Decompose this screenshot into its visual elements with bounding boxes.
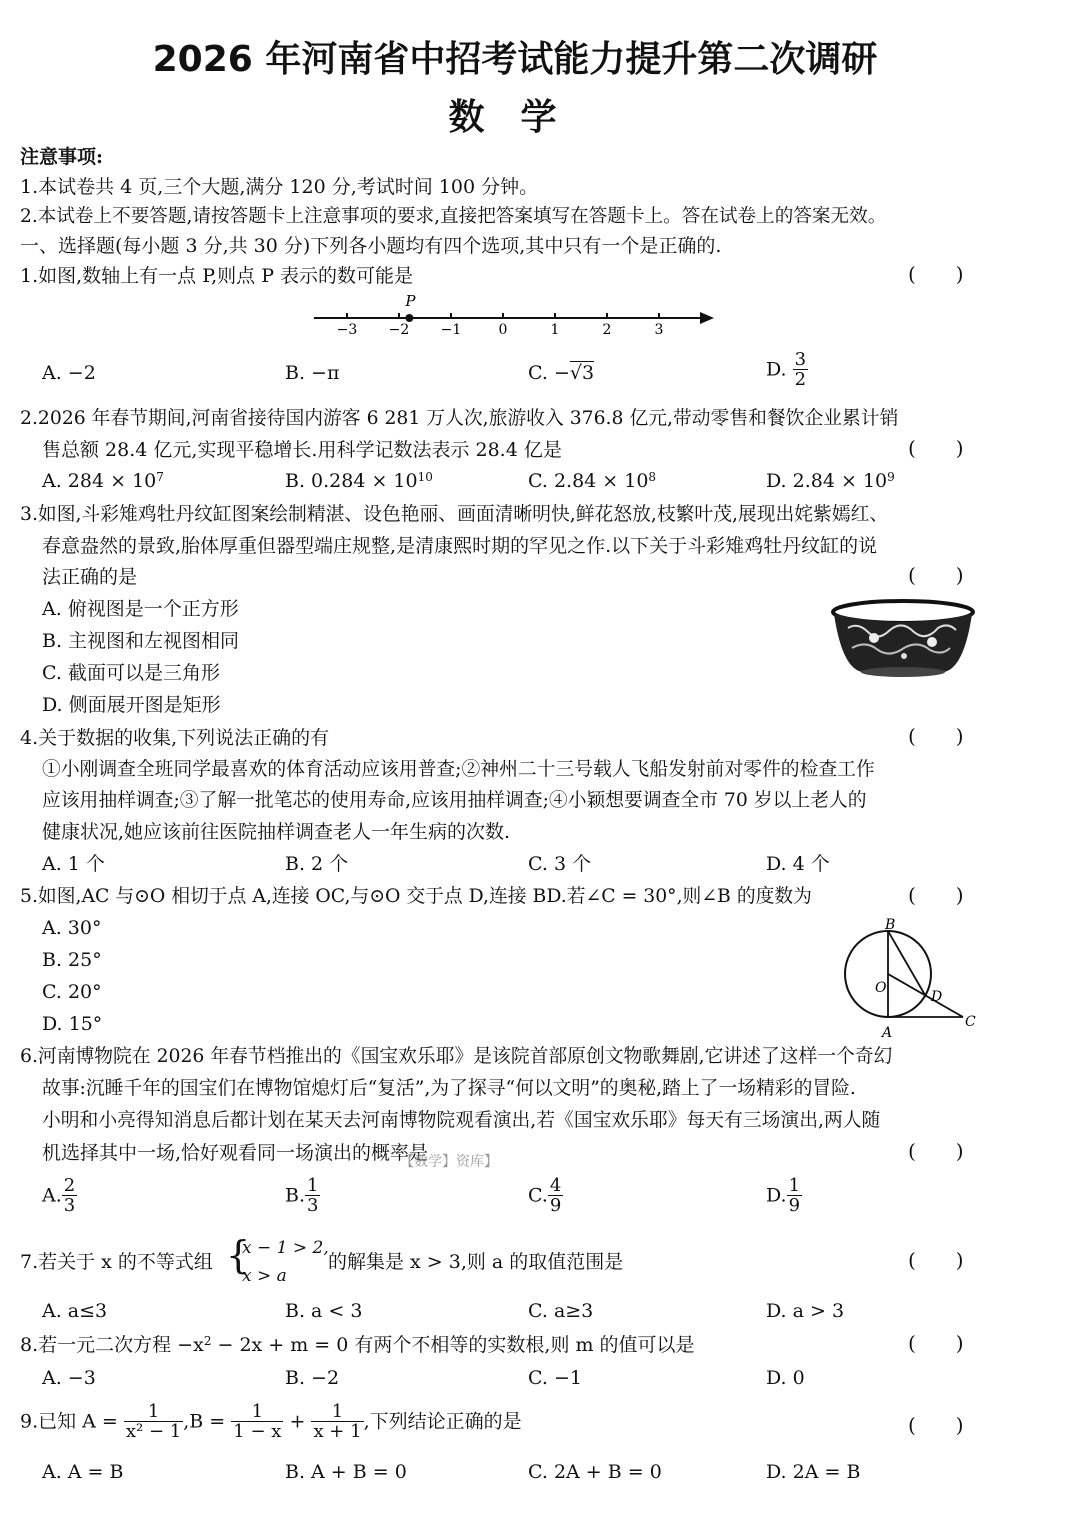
q3-line-1: 3.如图,斗彩雉鸡牡丹纹缸图案绘制精湛、设色艳丽、画面清晰明快,鲜花怒放,枝繁叶茂,展现出姹紫嫣红、 bbox=[20, 504, 889, 525]
q6-line-4: 机选择其中一场,恰好观看同一场演出的概率是 bbox=[42, 1142, 429, 1164]
label-d: D bbox=[931, 989, 943, 1005]
q6-option-b: B. $\frac{1}{3}$ bbox=[285, 1175, 319, 1216]
q4-line-2: 应该用抽样调查;③了解一批笔芯的使用寿命,应该用抽样调查;④小颖想要调查全市 70 岁以上老人的 bbox=[42, 790, 867, 811]
q6-option-c: C. $\frac{4}{9}$ bbox=[528, 1175, 562, 1216]
q9-fraction-a: $\frac{1}{\text{x² − 1}}$ bbox=[125, 1401, 182, 1442]
q9-option-c: C. 2A + B = 0 bbox=[528, 1461, 662, 1483]
q1-option-d bbox=[766, 350, 808, 389]
q7-option-d: D. a > 3 bbox=[766, 1300, 845, 1322]
q5-option-c: C. 20° bbox=[42, 981, 102, 1003]
number-line-tick-label: 2 bbox=[602, 322, 612, 338]
q3-option-a: A. 俯视图是一个正方形 bbox=[42, 598, 239, 620]
q7-option-c: C. a≥3 bbox=[528, 1300, 594, 1322]
q6-line-1: 6.河南博物院在 2026 年春节档推出的《国宝欢乐耶》是该院首部原创文物歌舞剧,它讲述了这样一个奇幻 bbox=[20, 1046, 893, 1067]
number-line-tick-label: −1 bbox=[440, 322, 462, 338]
q6-line-2: 故事:沉睡千年的国宝们在博物馆熄灯后“复活”,为了探寻“何以文明”的奥秘,踏上了一场精彩的冒险. bbox=[42, 1078, 856, 1099]
point-p-label: P bbox=[405, 292, 416, 310]
q5-option-b: B. 25° bbox=[42, 949, 102, 971]
label-o: O bbox=[875, 980, 887, 996]
subject-title: 数 学 bbox=[448, 97, 557, 138]
q2-answer-paren: ( ) bbox=[908, 436, 964, 460]
q9-answer-paren: ( ) bbox=[908, 1413, 964, 1437]
q8-option-d: D. 0 bbox=[766, 1367, 805, 1389]
q1-stem: 1.如图,数轴上有一点 P,则点 P 表示的数可能是 bbox=[20, 265, 414, 287]
q9-stem: 9.已知 A = $\frac{1}{\text{x² − 1}}$ ,B = $\frac{1}{1 - x}$ + $\frac{1}{x + 1}$ ,下列结论正确的是 bbox=[20, 1401, 522, 1442]
q4-option-c: C. 3 个 bbox=[528, 853, 592, 875]
q3-line-2: 春意盎然的景致,胎体厚重但器型端庄规整,是清康熙时期的罕见之作.以下关于斗彩雉鸡牡丹纹缸的说 bbox=[42, 535, 878, 557]
q6-line-3: 小明和小亮得知消息后都计划在某天去河南博物院观看演出,若《国宝欢乐耶》每天有三场演出,两人随 bbox=[42, 1110, 881, 1131]
label-c: C bbox=[965, 1014, 976, 1030]
q4-stem: 4.关于数据的收集,下列说法正确的有 bbox=[20, 727, 330, 749]
notice-heading: 注意事项: bbox=[20, 146, 104, 168]
porcelain-jar-image bbox=[828, 598, 978, 680]
q7-option-a: A. a≤3 bbox=[42, 1300, 108, 1322]
q4-line-1: ①小刚调查全班同学最喜欢的体育活动应该用普查;②神州二十三号载人飞船发射前对零件的检查工作 bbox=[42, 759, 875, 780]
number-line-tick-label: −3 bbox=[336, 322, 358, 338]
q9-option-d: D. 2A = B bbox=[766, 1461, 861, 1483]
q1-option-c bbox=[528, 362, 594, 384]
q2-option-c: C. $2.84 \times 10^8$ bbox=[528, 470, 657, 492]
q3-answer-paren: ( ) bbox=[908, 563, 964, 587]
number-line-tick-label: 1 bbox=[550, 322, 560, 338]
notice-item-2: 2.本试卷上不要答题,请按答题卡上注意事项的要求,直接把答案填写在答题卡上。答在试卷上的答案无效。 bbox=[20, 206, 887, 227]
q7-stem-pre: 7.若关于 x 的不等式组 bbox=[20, 1251, 213, 1273]
exam-title: 2026 年河南省中招考试能力提升第二次调研 bbox=[152, 39, 878, 80]
q8-option-a: A. −3 bbox=[42, 1367, 96, 1389]
q7-brace: { bbox=[226, 1233, 251, 1277]
q4-option-d: D. 4 个 bbox=[766, 853, 830, 875]
q1-option-c-root: √3 bbox=[569, 362, 595, 384]
q1-answer-paren: ( ) bbox=[908, 262, 964, 286]
q1-option-d-fraction: $\frac{3}{2}$ bbox=[794, 349, 807, 390]
q5-option-a: A. 30° bbox=[42, 917, 102, 939]
number-line-arrow bbox=[700, 312, 714, 324]
number-line bbox=[310, 290, 720, 340]
q8-answer-paren: ( ) bbox=[908, 1331, 964, 1355]
q2-line-1: 2.2026 年春节期间,河南省接待国内游客 6 281 万人次,旅游收入 376.8 亿元,带动零售和餐饮企业累计销 bbox=[20, 408, 899, 429]
q3-option-d: D. 侧面展开图是矩形 bbox=[42, 694, 221, 716]
q3-option-c: C. 截面可以是三角形 bbox=[42, 662, 220, 684]
q5-answer-paren: ( ) bbox=[908, 883, 964, 907]
q9-option-a: A. A = B bbox=[42, 1461, 124, 1483]
notice-item-1: 1.本试卷共 4 页,三个大题,满分 120 分,考试时间 100 分钟。 bbox=[20, 176, 539, 198]
q1-option-b: B. −π bbox=[285, 362, 340, 384]
q9-fraction-b2: $\frac{1}{x + 1}$ bbox=[313, 1401, 362, 1442]
q8-option-b: B. −2 bbox=[285, 1367, 340, 1389]
q5-stem: 5.如图,AC 与⊙O 相切于点 A,连接 OC,与⊙O 交于点 D,连接 BD.若∠C = 30°,则∠B 的度数为 bbox=[20, 886, 812, 907]
q3-line-3: 法正确的是 bbox=[42, 566, 138, 588]
q1-option-a: A. −2 bbox=[42, 362, 96, 384]
q8-option-c: C. −1 bbox=[528, 1367, 582, 1389]
circle-tangent-figure bbox=[835, 916, 985, 1040]
q7-inequality-1: x − 1 > 2, bbox=[242, 1238, 329, 1258]
q3-option-b: B. 主视图和左视图相同 bbox=[42, 630, 240, 652]
q6-option-a: A. $\frac{2}{3}$ bbox=[42, 1175, 76, 1216]
q6-option-d: D. $\frac{1}{9}$ bbox=[766, 1175, 801, 1216]
q4-answer-paren: ( ) bbox=[908, 724, 964, 748]
q4-option-b: B. 2 个 bbox=[285, 853, 349, 875]
section-heading: 一、选择题(每小题 3 分,共 30 分)下列各小题均有四个选项,其中只有一个是正确的. bbox=[20, 235, 722, 257]
label-a: A bbox=[882, 1025, 893, 1040]
number-line-tick-label: 0 bbox=[498, 322, 508, 338]
q4-line-3: 健康状况,她应该前往医院抽样调查老人一年生病的次数. bbox=[42, 821, 511, 843]
number-line-tick-label: −2 bbox=[388, 322, 410, 338]
q6-answer-paren: ( ) bbox=[908, 1139, 964, 1163]
segment-oc bbox=[888, 974, 963, 1017]
q7-option-b: B. a < 3 bbox=[285, 1300, 363, 1322]
q2-option-b: B. $0.284 \times 10^{10}$ bbox=[285, 470, 433, 492]
label-b: B bbox=[885, 917, 896, 933]
q9-fraction-b1: $\frac{1}{1 - x}$ bbox=[233, 1401, 282, 1442]
q1-option-d-label: D. bbox=[766, 358, 787, 381]
q5-option-d: D. 15° bbox=[42, 1013, 103, 1035]
q2-line-2: 售总额 28.4 亿元,实现平稳增长.用科学记数法表示 28.4 亿是 bbox=[42, 439, 562, 461]
number-line-tick-label: 3 bbox=[654, 322, 664, 338]
q2-option-d: D. $2.84 \times 10^9$ bbox=[766, 470, 895, 492]
q2-option-a: A. $284 \times 10^7$ bbox=[42, 470, 164, 492]
q7-stem-post: 的解集是 x > 3,则 a 的取值范围是 bbox=[328, 1251, 624, 1273]
q4-option-a: A. 1 个 bbox=[42, 853, 105, 875]
q1-option-c-prefix: C. − bbox=[528, 362, 570, 384]
q7-answer-paren: ( ) bbox=[908, 1248, 964, 1272]
q8-stem: 8.若一元二次方程 $-x^2 - 2x + m = 0$ 有两个不相等的实数根,则 m 的值可以是 bbox=[20, 1334, 695, 1356]
watermark: 【数学】资库】 bbox=[400, 1154, 498, 1170]
point-p-dot bbox=[405, 314, 413, 322]
q7-inequality-2: x > a bbox=[242, 1266, 287, 1286]
q9-option-b: B. A + B = 0 bbox=[285, 1461, 407, 1483]
